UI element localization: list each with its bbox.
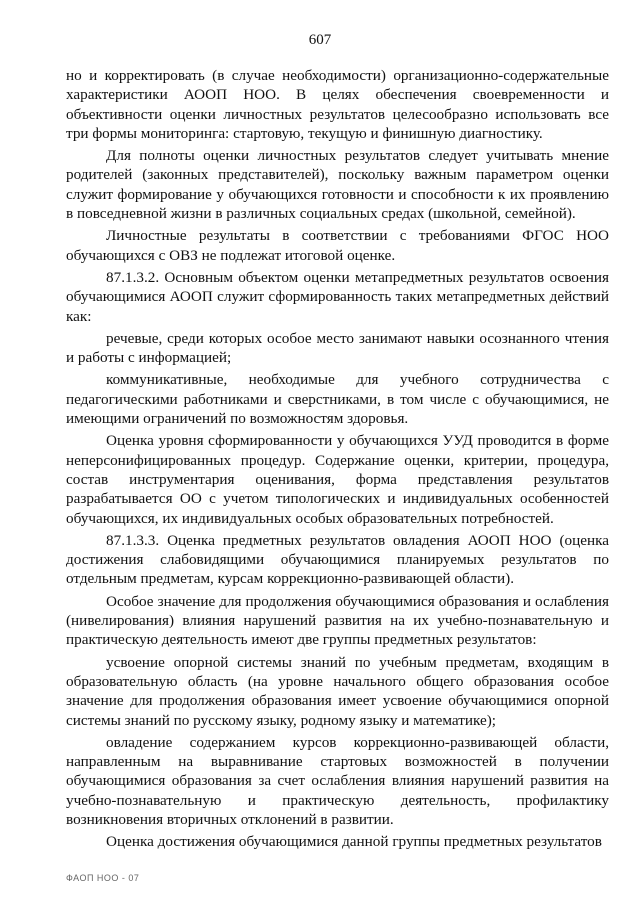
paragraph-6: коммуникативные, необходимые для учебного сотрудничества с педагогическими работниками и сверстниками, в том числе с обучающимися, не имеющими ограничений по возможностям здоровья. [66, 371, 609, 428]
paragraph-12: Оценка достижения обучающимися данной группы предметных результатов [106, 833, 602, 851]
paragraph-3: Личностные результаты в соответствии с требованиями ФГОС НОО обучающихся с ОВЗ не подлежат итоговой оценке. [66, 227, 609, 264]
page-number: 607 [308, 32, 332, 48]
paragraph-2: Для полноты оценки личностных результатов следует учитывать мнение родителей (законных представителей), поскольку важным параметром оценки служит формирование у обучающихся готовности и способности к их проявлению в повседневной жизни в различных социальных средах (школьной, семейной). [66, 147, 609, 223]
paragraph-7: Оценка уровня сформированности у обучающихся УУД проводится в форме неперсонифицированных процедур. Содержание оценки, критерии, процедура, состав инструментария оценивания, форма представления результатов разрабатывается ОО с учетом типологических и индивидуальных особенностей обучающихся, их индивидуальных особых образовательных потребностей. [66, 432, 609, 527]
paragraph-10: усвоение опорной системы знаний по учебным предметам, входящим в образовательную область (на уровне начального общего образования особое значение для продолжения образования имеет усвоение обучающимися опорной системы знаний по русскому языку, родному языку и математике); [66, 653, 609, 729]
paragraph-4: 87.1.3.2. Основным объектом оценки метапредметных результатов освоения обучающимися АООП служит сформированность таких метапредметных действий как: [66, 268, 609, 325]
document-body [66, 66, 609, 855]
paragraph-1: но и корректировать (в случае необходимости) организационно-содержательные характеристики АООП НОО. В целях обеспечения своевременности и объективности оценки личностных результатов целесообразно использовать все три формы мониторинга: стартовую, текущую и финишную диагностику. [66, 67, 609, 142]
paragraph-11: овладение содержанием курсов коррекционно-развивающей области, направленным на выравнивание стартовых возможностей в получении обучающимися образования за счет ослабления влияния нарушений развития на учебно-познавательную и практическую деятельность, профилактику возникновения вторичных отклонений в развитии. [66, 733, 609, 828]
paragraph-9: Особое значение для продолжения обучающимися образования и ослабления (нивелирования) влияния нарушений развития на их учебно-познавательную и практическую деятельность имеют две группы предметных результатов: [66, 592, 609, 649]
paragraph-8: 87.1.3.3. Оценка предметных результатов овладения АООП НОО (оценка достижения слабовидящими обучающимися планируемых результатов по отдельным предметам, курсам коррекционно-развивающей области). [66, 531, 609, 588]
paragraph-5: речевые, среди которых особое место занимают навыки осознанного чтения и работы с информацией; [66, 329, 609, 367]
page-footer: ФАОП НОО - 07 [66, 873, 140, 883]
